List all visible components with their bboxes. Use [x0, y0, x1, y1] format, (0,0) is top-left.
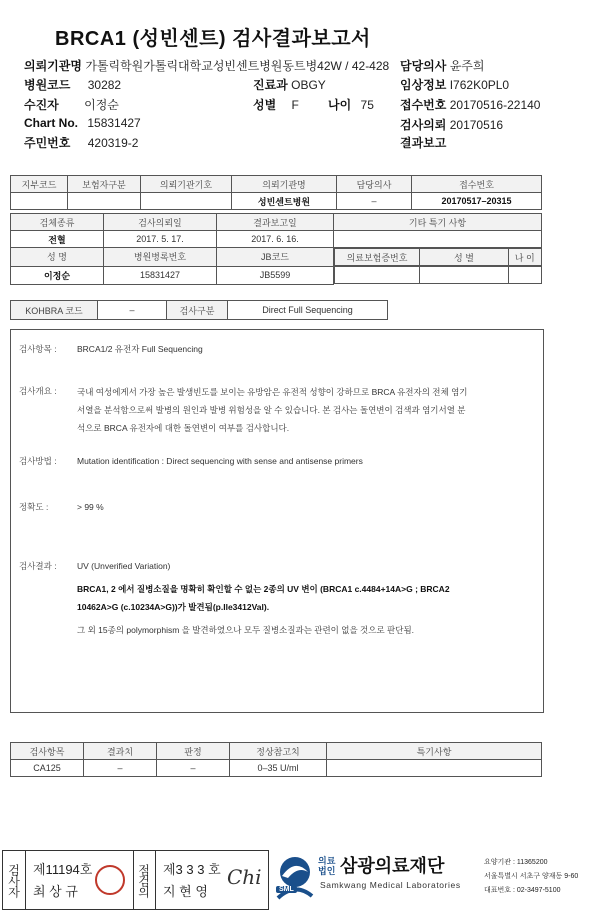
overview-line: 국내 여성에게서 가장 높은 발생빈도를 보이는 유방암은 유전적 성향이 강하므로 BRCA 유전자의 전체 염기 [77, 387, 468, 397]
table-cell: 성 별 [420, 249, 509, 266]
item-label: 검사항목 : [19, 344, 57, 354]
table-cell: CA125 [11, 760, 84, 777]
info-row-2 [11, 231, 542, 248]
sub-table [334, 248, 542, 266]
age-label: 나이 [328, 98, 352, 112]
table-cell: 지부코드 [11, 176, 68, 193]
table-cell: 0–35 U/ml [230, 760, 327, 777]
kohbra-type-value: Direct Full Sequencing [228, 301, 388, 320]
result-label: 검사결과 : [19, 561, 57, 571]
table-cell: 특기사항 [327, 743, 542, 760]
table-cell-split [334, 266, 542, 284]
inspector-cell [25, 851, 134, 909]
table-cell: 병원병록번호 [104, 248, 217, 267]
table-cell [141, 193, 232, 210]
org-logo-text: SML [276, 886, 297, 893]
table-cell: 의료보험증번호 [335, 249, 420, 266]
results-header-row [11, 743, 542, 760]
inspector-label: 검사자 [3, 851, 26, 909]
table-cell [11, 193, 68, 210]
table-cell: 판정 [157, 743, 230, 760]
info-table-dates [10, 213, 542, 285]
institution-value: 가톨릭학원가톨릭대학교성빈센트병원 [85, 59, 283, 73]
table-cell: 나 이 [509, 249, 542, 266]
doctor-value: 윤주희 [449, 59, 485, 73]
table-cell: 20170517–20315 [412, 193, 542, 210]
table-cell: – [157, 760, 230, 777]
accuracy-value: > 99 % [77, 502, 104, 512]
age-value: 75 [360, 98, 374, 112]
org-code: 요양기관 : 11365200 [484, 859, 548, 866]
kohbra-table [10, 300, 388, 320]
signature-block [2, 850, 269, 910]
result-line: BRCA1, 2 에서 질병소질을 명확히 확인할 수 없는 2종의 UV 변이 (BRCA1 c.4484+14A>G ; BRCA2 [77, 584, 450, 594]
result-text [77, 580, 535, 616]
resident-label: 주민번호 [24, 136, 71, 150]
org-prefix-bottom: 법인 [318, 866, 336, 876]
reviewer-signature: Chi [227, 865, 262, 889]
table-cell: 검체종류 [11, 214, 104, 231]
sub-table [334, 266, 542, 284]
method-value: Mutation identification : Direct sequencing with sense and antisense primers [77, 456, 363, 466]
header-patient [24, 96, 119, 113]
table-cell: 정상참고치 [230, 743, 327, 760]
chart-label: Chart No. [24, 116, 78, 130]
sml-logo-icon [274, 852, 316, 906]
header-report [400, 134, 446, 151]
header-institution [24, 57, 389, 74]
org-phone: 대표번호 : 02-3497-5100 [484, 887, 561, 894]
sex-value: F [291, 98, 299, 112]
info-row-header-1 [11, 176, 542, 193]
header-receipt [400, 96, 540, 113]
table-cell [335, 267, 420, 284]
info-row-3 [11, 266, 542, 284]
info-table [10, 175, 542, 210]
kohbra-label: KOHBRA 코드 [11, 301, 98, 320]
result-note: 그 외 15종의 polymorphism 을 발견하였으나 모두 질병소질과는 관련이 없을 것으로 판단됨. [77, 625, 415, 635]
report-label: 결과보고 [400, 136, 447, 150]
header-request-date [400, 116, 503, 133]
table-cell: 결과보고일 [217, 214, 334, 231]
header-hospital-code [24, 76, 121, 93]
institution-label: 의뢰기관명 [24, 59, 82, 73]
info-row-header-2 [11, 214, 542, 231]
info-row-1 [11, 193, 542, 210]
org-name: 삼광의료재단 [340, 856, 445, 876]
request-date-value: 20170516 [449, 118, 504, 132]
patient-value: 이정순 [84, 98, 119, 112]
result-line: 10462A>G (c.10234A>G))가 발견됨(p.Ile3412Val). [77, 602, 270, 612]
chart-value: 15831427 [87, 116, 141, 130]
table-cell: 전혈 [11, 231, 104, 248]
header-doctor [400, 57, 485, 74]
table-cell: 2017. 6. 16. [217, 231, 334, 248]
inspector-name: 최 상 규 [33, 884, 78, 899]
table-cell: 2017. 5. 17. [104, 231, 217, 248]
doctor-label: 담당의사 [400, 59, 447, 73]
header-clinical [400, 76, 509, 93]
inspector-no: 제11194호 [33, 862, 93, 877]
request-date-label: 검사의뢰 [400, 118, 447, 132]
details-box [10, 329, 544, 713]
table-cell: 접수번호 [412, 176, 542, 193]
table-cell: 15831427 [104, 266, 217, 284]
table-cell [68, 193, 141, 210]
table-cell: – [337, 193, 412, 210]
kohbra-value: – [98, 301, 167, 320]
results-table [10, 742, 542, 777]
table-cell: 성빈센트병원 [232, 193, 337, 210]
hospital-code-value: 30282 [87, 78, 122, 92]
table-cell: 성 명 [11, 248, 104, 267]
overview-label: 검사개요 : [19, 386, 57, 396]
table-cell: JB코드 [217, 248, 334, 267]
header-resident [24, 134, 138, 151]
inspector-seal-icon [95, 865, 125, 895]
department-value: OBGY [291, 78, 326, 92]
reviewer-name: 지 현 영 [163, 884, 208, 899]
table-cell [327, 760, 542, 777]
kohbra-type-label: 검사구분 [167, 301, 228, 320]
info-row-header-3 [11, 248, 542, 267]
org-contact [484, 856, 578, 898]
accuracy-label: 정확도 : [19, 502, 49, 512]
report-title: BRCA1 (성빈센트) 검사결과보고서 [55, 28, 371, 50]
org-prefix [318, 856, 335, 876]
table-cell: 의뢰기관명 [232, 176, 337, 193]
receipt-label: 접수번호 [400, 98, 447, 112]
department-label: 진료과 [253, 78, 288, 92]
table-cell-split [334, 248, 542, 267]
sex-label: 성별 [253, 98, 277, 112]
table-row [11, 760, 542, 777]
item-value: BRCA1/2 유전자 Full Sequencing [77, 344, 203, 354]
resident-value: 420319-2 [87, 136, 139, 150]
receipt-value: 20170516-22140 [449, 98, 541, 112]
table-cell [509, 267, 542, 284]
table-cell: 기타 특기 사항 [334, 214, 542, 231]
table-cell [334, 231, 542, 248]
table-cell: 의뢰기관기호 [141, 176, 232, 193]
header-department [253, 76, 326, 93]
ward-value: 동트병42W / 42-428 [282, 59, 390, 73]
table-cell: 검사의뢰일 [104, 214, 217, 231]
clinical-label: 임상정보 [400, 78, 447, 92]
hospital-code-label: 병원코드 [24, 78, 71, 92]
org-english: Samkwang Medical Laboratories [320, 880, 461, 890]
org-address: 서울특별시 서초구 양재동 9-60 [484, 873, 579, 880]
result-heading: UV (Unverified Variation) [77, 561, 171, 571]
org-prefix-top: 의료 [318, 856, 336, 866]
org-block [274, 850, 590, 908]
reviewer-label: 점검의 [133, 851, 156, 909]
table-cell: 결과치 [84, 743, 157, 760]
reviewer-cell [155, 851, 267, 909]
table-cell: 검사항목 [11, 743, 84, 760]
header-chart [24, 116, 141, 130]
header-sex [253, 96, 299, 113]
table-cell: JB5599 [217, 266, 334, 284]
table-cell: 보험자구분 [68, 176, 141, 193]
patient-label: 수진자 [24, 98, 59, 112]
reviewer-no: 제3 3 3 호 [163, 862, 221, 877]
table-cell: 이정순 [11, 266, 104, 284]
overview-line: 석으로 BRCA 유전자에 대한 돌연변이 여부를 검사합니다. [77, 423, 290, 433]
overview-line: 서열을 분석함으로써 발병의 원인과 발병 위험성을 알 수 있습니다. 본 검사는 돌연변이 검색과 염기서열 분 [77, 405, 466, 415]
method-label: 검사방법 : [19, 456, 57, 466]
header-age [328, 96, 374, 113]
table-cell: – [84, 760, 157, 777]
overview-text [77, 383, 535, 437]
table-cell: 담당의사 [337, 176, 412, 193]
table-cell [420, 267, 509, 284]
clinical-value: I762K0PL0 [449, 78, 510, 92]
